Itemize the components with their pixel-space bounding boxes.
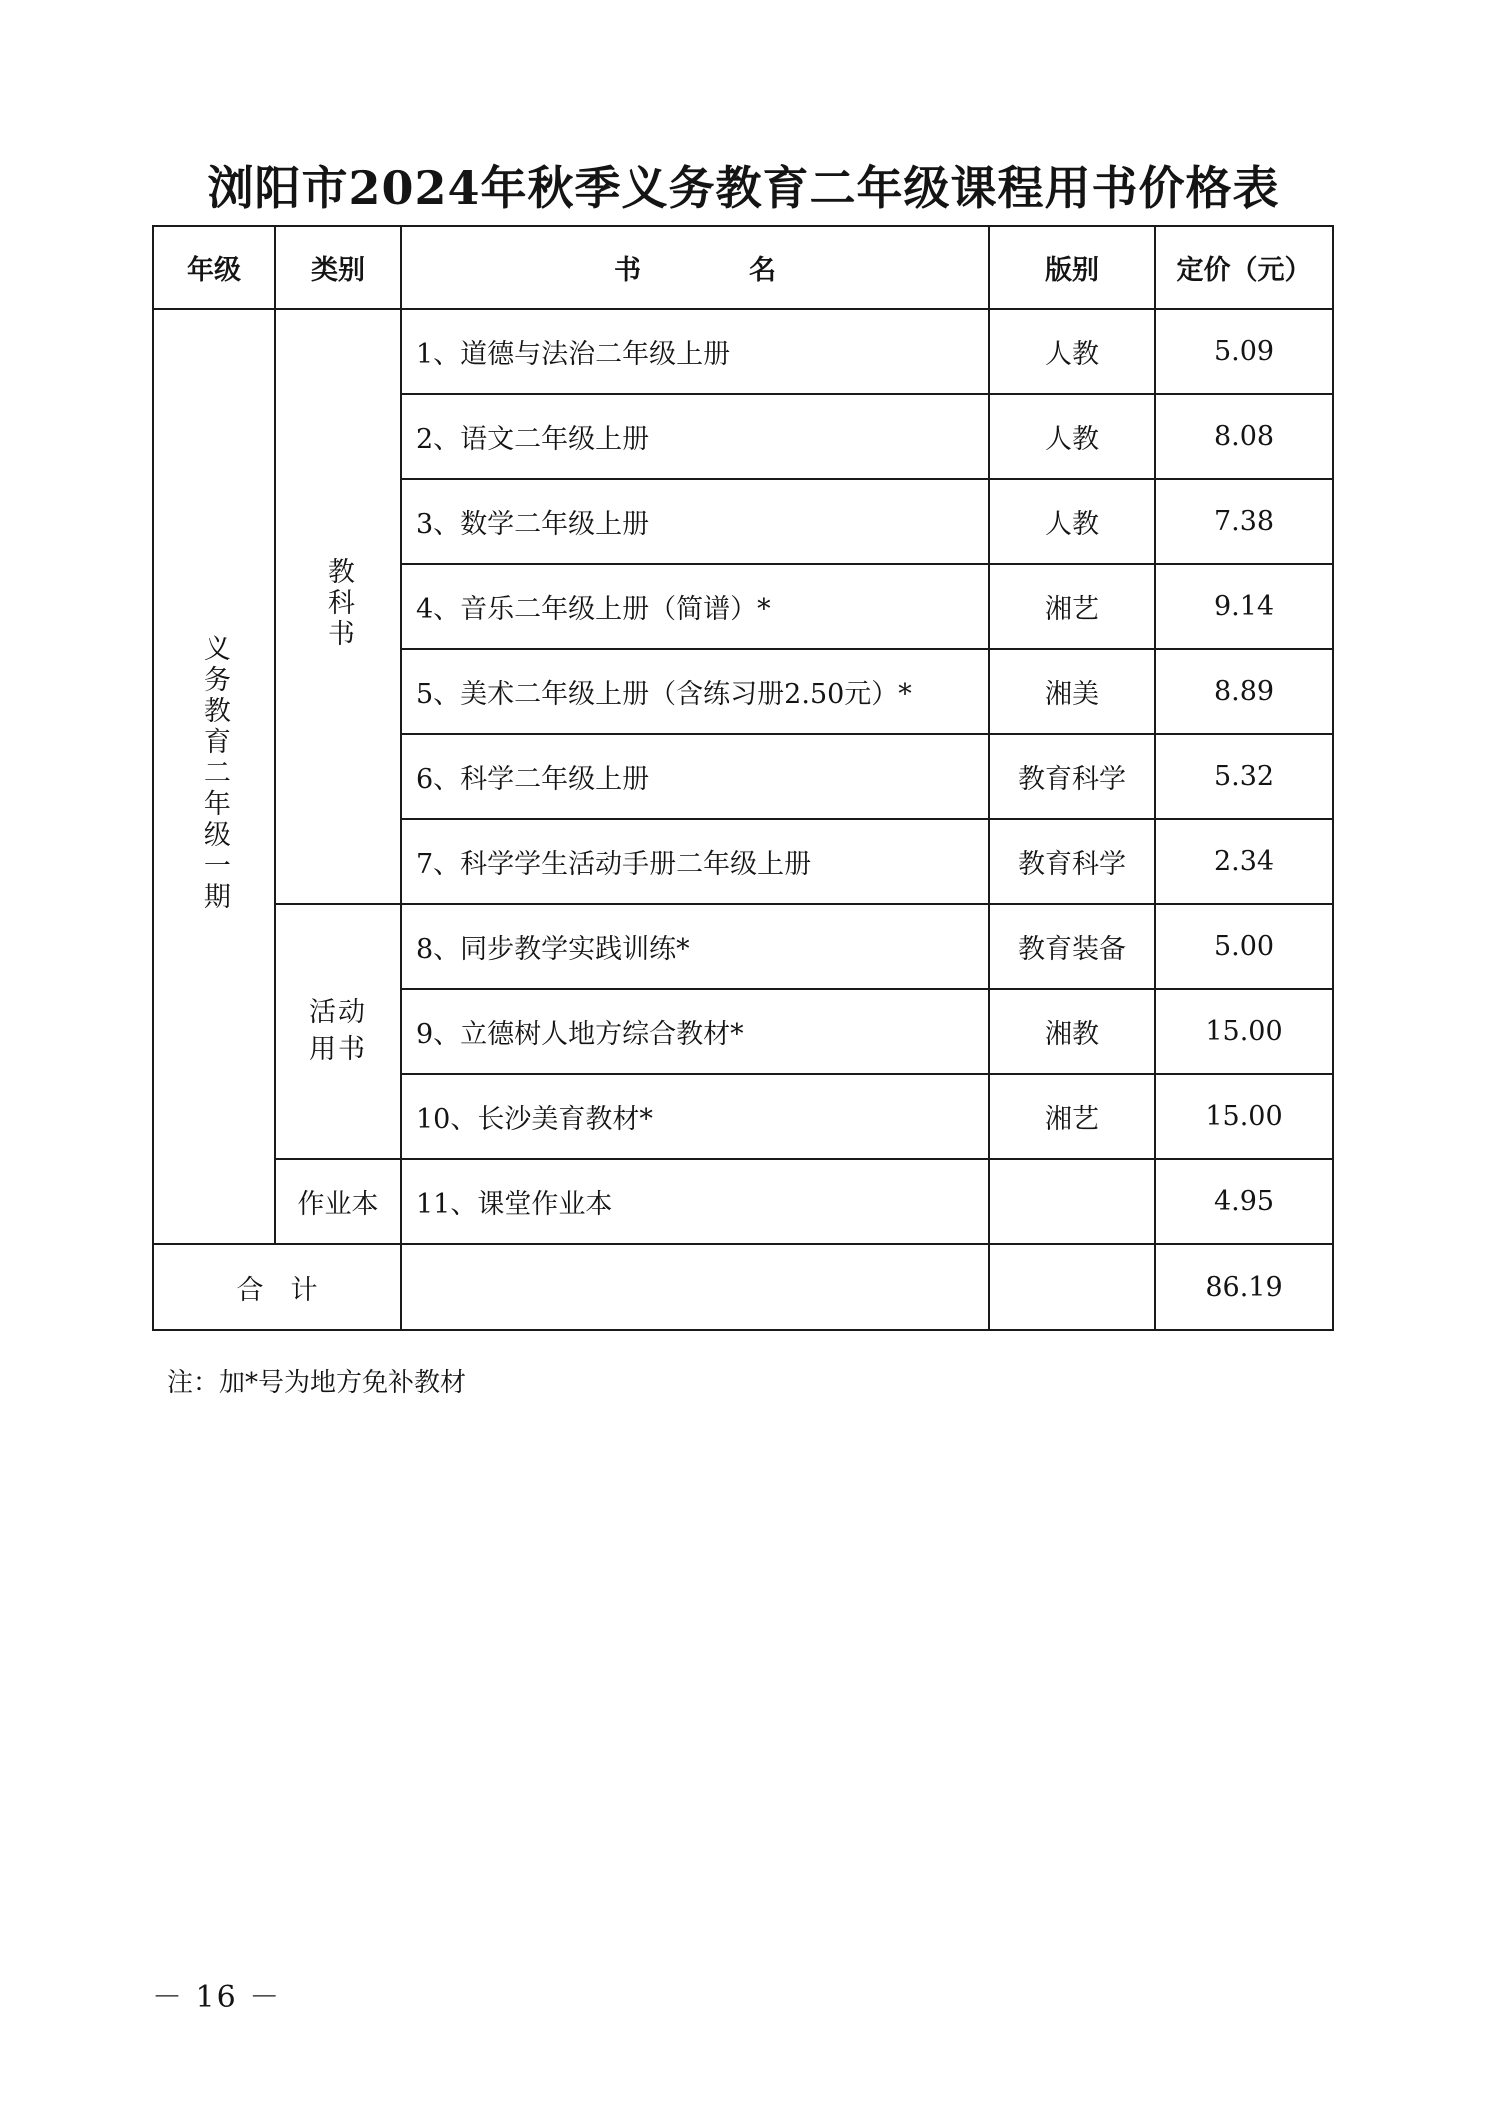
book-price: 4.95 [1155,1159,1333,1244]
table-header-row [153,226,1333,309]
book-price: 8.08 [1155,394,1333,479]
page-number: － 16 － [152,1980,282,2015]
book-price: 15.00 [1155,1074,1333,1159]
book-edition: 人教 [989,479,1155,564]
total-label: 合 计 [153,1244,401,1330]
book-name: 3、数学二年级上册 [401,479,989,564]
book-name: 9、立德树人地方综合教材* [401,989,989,1074]
grade-label: 义务教育二年级一期 [198,633,230,913]
book-edition: 人教 [989,309,1155,394]
book-price: 5.09 [1155,309,1333,394]
book-edition: 教育科学 [989,819,1155,904]
book-name: 1、道德与法治二年级上册 [401,309,989,394]
book-price: 5.00 [1155,904,1333,989]
book-name: 4、音乐二年级上册（简谱）* [401,564,989,649]
book-name: 5、美术二年级上册（含练习册2.50元）* [401,649,989,734]
book-name: 11、课堂作业本 [401,1159,989,1244]
grade-cell [153,309,275,1244]
book-edition: 教育装备 [989,904,1155,989]
footnote: 注：加*号为地方免补教材 [167,1368,467,1398]
book-name: 8、同步教学实践训练* [401,904,989,989]
book-price: 7.38 [1155,479,1333,564]
price-table [152,225,1334,1331]
header-price: 定价（元） [1155,226,1333,309]
book-edition: 教育科学 [989,734,1155,819]
header-book-name: 书 名 [401,226,989,309]
book-price: 9.14 [1155,564,1333,649]
book-price: 5.32 [1155,734,1333,819]
category-cell-textbook [275,309,401,904]
category-cell-homework: 作业本 [275,1159,401,1244]
book-edition: 人教 [989,394,1155,479]
book-edition: 湘艺 [989,564,1155,649]
book-edition [989,1159,1155,1244]
page-title: 浏阳市2024年秋季义务教育二年级课程用书价格表 [207,161,1280,215]
book-name: 10、长沙美育教材* [401,1074,989,1159]
book-edition: 湘艺 [989,1074,1155,1159]
book-name: 7、科学学生活动手册二年级上册 [401,819,989,904]
book-edition: 湘美 [989,649,1155,734]
category-label-activity: 活动用书 [308,997,367,1065]
category-cell-activity [275,904,401,1159]
table-row [153,309,1333,394]
book-price: 8.89 [1155,649,1333,734]
book-edition: 湘教 [989,989,1155,1074]
header-grade: 年级 [153,226,275,309]
book-price: 2.34 [1155,819,1333,904]
total-row [153,1244,1333,1330]
total-empty-cell [401,1244,989,1330]
book-name: 2、语文二年级上册 [401,394,989,479]
table-row [153,904,1333,989]
category-label-textbook: 教科书 [322,556,354,650]
header-category: 类别 [275,226,401,309]
total-empty-cell [989,1244,1155,1330]
book-name: 6、科学二年级上册 [401,734,989,819]
book-price: 15.00 [1155,989,1333,1074]
table-row [153,1159,1333,1244]
header-edition: 版别 [989,226,1155,309]
total-price: 86.19 [1155,1244,1333,1330]
